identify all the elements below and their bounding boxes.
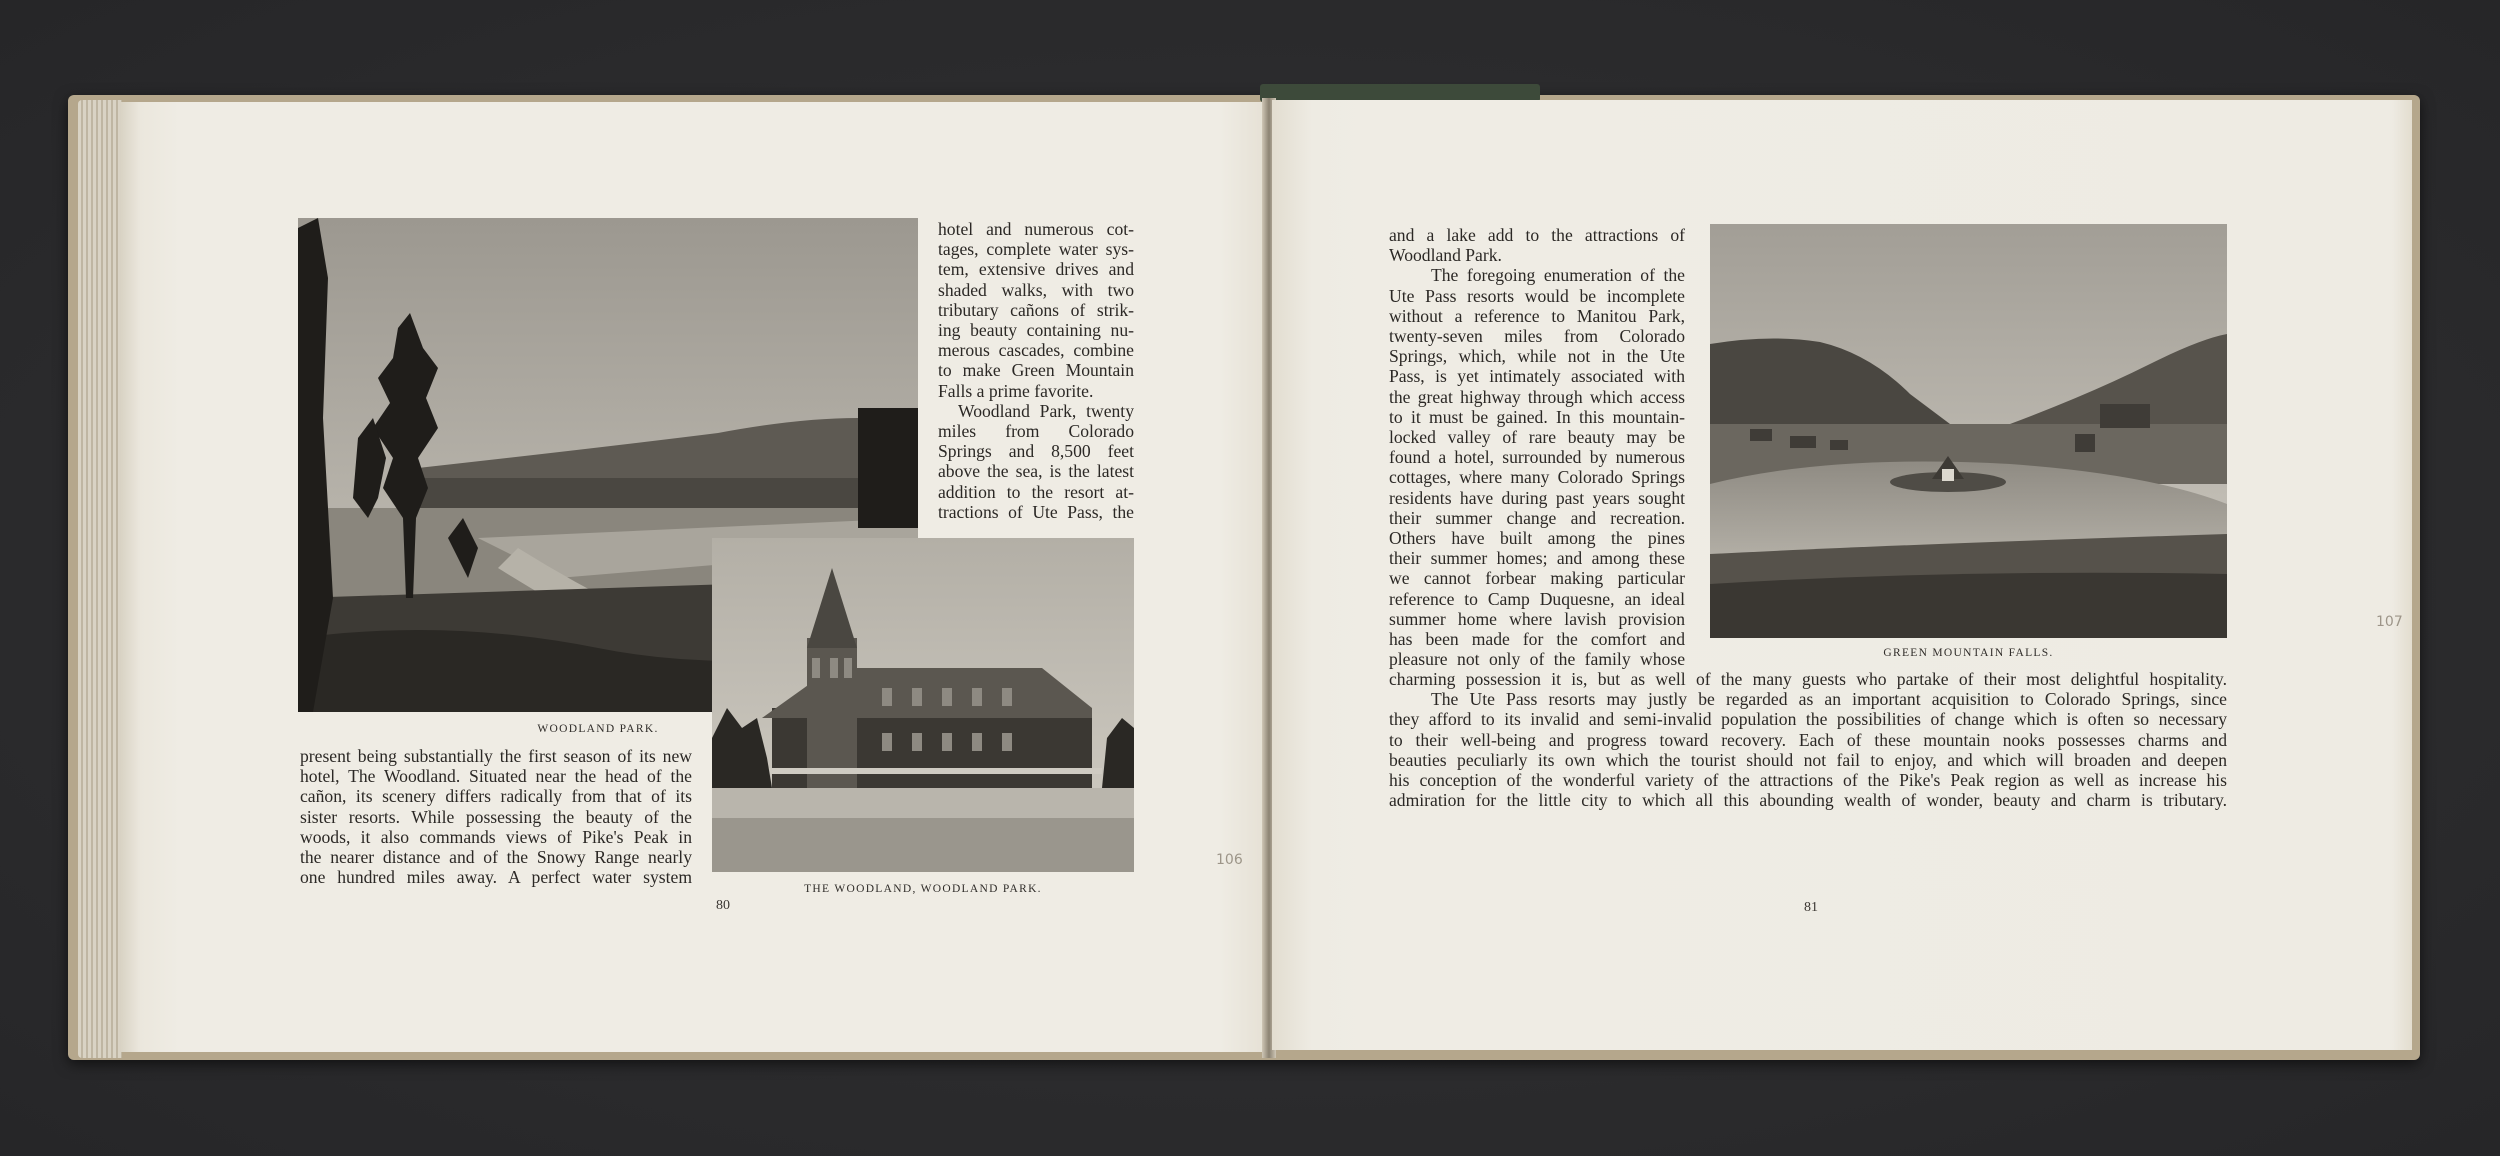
- text-line: merous cascades, combine: [938, 340, 1134, 361]
- text-line: above the sea, is the latest: [938, 461, 1134, 482]
- text-line: beauties peculiarly its own which the tourist should not fail to enjoy, and which will broaden and deepen: [1389, 749, 2227, 770]
- text-line: Woodland Park, twenty: [958, 400, 1134, 421]
- text-line: The Ute Pass resorts may justly be regarded as an important acquisition to Colorado Springs, since: [1431, 689, 2227, 710]
- page-number-right: 81: [1804, 900, 1818, 915]
- text-line: Pass, is yet intimately associated with: [1389, 366, 1685, 387]
- text-line: to it must be gained. In this mountain-: [1389, 406, 1685, 427]
- text-line: tem, extensive drives and: [938, 259, 1134, 280]
- text-line: tributary cañons of strik-: [938, 299, 1134, 320]
- caption-woodland-park: WOODLAND PARK.: [537, 723, 659, 735]
- text-line: reference to Camp Duquesne, an ideal: [1389, 588, 1685, 609]
- text-line: Falls a prime favorite.: [938, 380, 1094, 401]
- text-line: Springs, which, while not in the Ute: [1389, 346, 1685, 367]
- text-line: Others have built among the pines: [1389, 528, 1685, 549]
- text-line: cañon, its scenery differs radically from that of its: [300, 786, 692, 807]
- text-line: the great highway through which access: [1389, 386, 1685, 407]
- text-line: his conception of the wonderful variety of the attractions of the Pike's Peak region as well as increase his: [1389, 770, 2227, 791]
- text-line: summer home where lavish provision: [1389, 608, 1685, 629]
- the-woodland-photo: [712, 538, 1134, 872]
- left-page-column-bottom: [300, 746, 692, 887]
- text-line: the nearer distance and of the Snowy Range nearly: [300, 847, 692, 868]
- text-line: we cannot forbear making particular: [1389, 568, 1685, 589]
- text-line: their summer homes; and among these: [1389, 548, 1685, 569]
- text-line: Springs and 8,500 feet: [938, 441, 1134, 462]
- text-line: hotel, The Woodland. Situated near the head of the: [300, 766, 692, 787]
- caption-the-woodland: THE WOODLAND, WOODLAND PARK.: [804, 883, 1042, 895]
- pencil-note-left: 106: [1216, 852, 1243, 868]
- green-mountain-falls-photo: [1710, 224, 2227, 638]
- text-line: found a hotel, surrounded by numerous: [1389, 447, 1685, 468]
- left-page-column-right: [938, 219, 1134, 522]
- text-line: admiration for the little city to which all this abounding wealth of wonder, beauty and charm is tributary.: [1389, 790, 2227, 811]
- text-line: tractions of Ute Pass, the: [938, 501, 1134, 522]
- text-line: twenty-seven miles from Colorado: [1389, 326, 1685, 347]
- page-stack-edge: [78, 100, 122, 1058]
- text-line: woods, it also commands views of Pike's Peak in: [300, 826, 692, 847]
- right-page-column-left: [1389, 225, 1685, 669]
- text-line: pleasure not only of the family whose: [1389, 649, 1685, 670]
- text-line: The foregoing enumeration of the: [1431, 265, 1685, 286]
- text-line: Ute Pass resorts would be incomplete: [1389, 285, 1685, 306]
- pencil-note-right: 107: [2376, 614, 2403, 630]
- text-line: Woodland Park.: [1389, 245, 1502, 266]
- text-line: and a lake add to the attractions of: [1389, 225, 1685, 245]
- text-line: they afford to its invalid and semi-invalid population the possibilities of change which is often so necessary: [1389, 709, 2227, 730]
- text-line: one hundred miles away. A perfect water system: [300, 867, 692, 888]
- text-line: shaded walks, with two: [938, 279, 1134, 300]
- text-line: to make Green Mountain: [938, 360, 1134, 381]
- text-line: miles from Colorado: [938, 421, 1134, 442]
- text-line: hotel and numerous cot-: [938, 219, 1134, 239]
- text-line: locked valley of rare beauty may be: [1389, 427, 1685, 448]
- text-line: addition to the resort at-: [938, 481, 1134, 502]
- right-page-full-width: [1389, 669, 2227, 810]
- text-line: cottages, where many Colorado Springs: [1389, 467, 1685, 488]
- text-line: residents have during past years sought: [1389, 487, 1685, 508]
- page-number-left: 80: [716, 898, 730, 913]
- text-line: sister resorts. While possessing the beauty of the: [300, 806, 692, 827]
- text-line: without a reference to Manitou Park,: [1389, 305, 1685, 326]
- text-line: tages, complete water sys-: [938, 239, 1134, 260]
- caption-green-mountain-falls: GREEN MOUNTAIN FALLS.: [1883, 647, 2054, 659]
- text-line: their summer change and recreation.: [1389, 507, 1685, 528]
- text-line: has been made for the comfort and: [1389, 629, 1685, 650]
- text-line: charming possession it is, but as well of the many guests who partake of their most delightful hospitality.: [1389, 669, 2227, 689]
- text-line: to their well-being and progress toward recovery. Each of these mountain nooks possesses charms and: [1389, 729, 2227, 750]
- text-line: ing beauty containing nu-: [938, 320, 1134, 341]
- text-line: present being substantially the first season of its new: [300, 746, 692, 766]
